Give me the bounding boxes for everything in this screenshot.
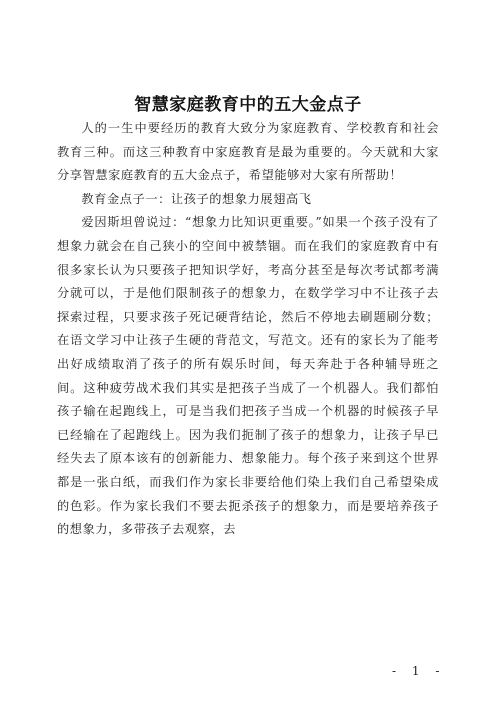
page-number: - 1 - [392, 664, 446, 678]
section-heading-1: 教育金点子一：让孩子的想象力展翅高飞 [81, 191, 312, 206]
paragraph-imagination: 爱因斯坦曾说过：“想象力比知识更重要。”如果一个孩子没有了想象力就会在自己狭小的空间中被禁锢。而在我们的家庭教育中有很多家长认为只要孩子把知识学好，考高分甚至是每次考试都考满分就可以，于是他们限制孩子的想象力，在数学学习中不让孩子去探索过程，只要求孩子死记硬背结论，然后不停地去刷题刷分数；在语文学习中让孩子生硬的背范文，写范文。还有的家长为了能考出好成绩取消了孩子的所有娱乐时间，每天奔赴于各种辅导班之间。这种疲劳战术我们其实是把孩子当成了一个机器人。我们都怕孩子输在起跑线上，可是当我们把孩子当成一个机器的时候孩子早已经输在了起跑线上。因为我们扼制了孩子的想象力，让孩子早已经失去了原本该有的创新能力、想象能力。每个孩子来到这个世界都是一张白纸，而我们作为家长非要给他们染上我们自己希望染成的色彩。作为家长我们不要去扼杀孩子的想象力，而是要培养孩子的想象力，多带孩子去观察，去 [57, 215, 439, 537]
document-body [57, 117, 439, 542]
document-title: 智慧家庭教育中的五大金点子 [134, 95, 362, 115]
paragraph-intro: 人的一生中要经历的教育大致分为家庭教育、学校教育和社会教育三种。而这三种教育中家庭教育是最为重要的。今天就和大家分享智慧家庭教育的五大金点子，希望能够对大家有所帮助！ [57, 121, 439, 183]
